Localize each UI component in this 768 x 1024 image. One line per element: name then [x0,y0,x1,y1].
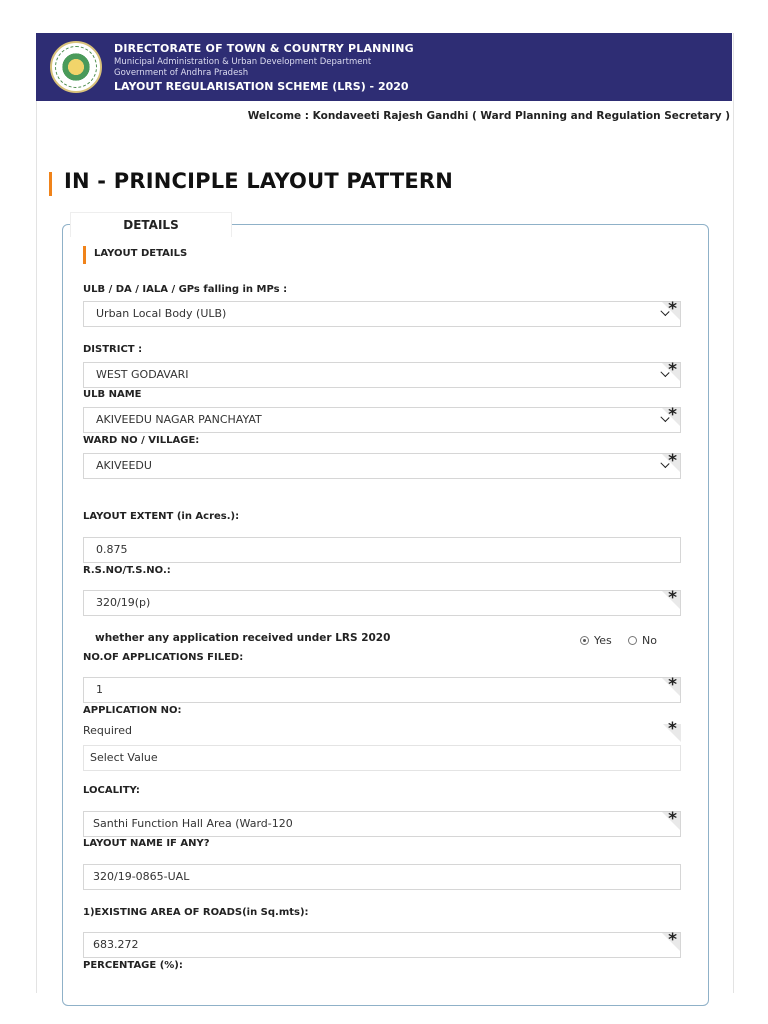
required-mark: * [668,930,677,950]
extent-input[interactable] [83,537,681,563]
ulb-name-label: ULB NAME [83,389,142,400]
rsno-value: 320/19(p) [96,596,151,609]
page-title: IN - PRINCIPLE LAYOUT PATTERN [64,169,454,193]
required-mark: * [668,360,677,380]
required-mark: * [668,588,677,608]
radio-no[interactable] [628,634,657,647]
welcome-text: Welcome : Kondaveeti Rajesh Gandhi ( Ward Planning and Regulation Secretary ) [247,110,730,122]
required-mark: * [668,719,677,739]
locality-value: Santhi Function Hall Area (Ward-120 [93,817,293,830]
radio-yes[interactable] [580,634,612,647]
apps-filed-label: NO.OF APPLICATIONS FILED: [83,652,244,663]
app-no-value: Select Value [90,751,158,764]
district-select[interactable] [83,362,681,388]
layout-name-input[interactable] [83,864,681,890]
ward-select[interactable] [83,453,681,479]
apps-filed-input[interactable] [83,677,681,703]
site-header [36,33,732,101]
percentage-label: PERCENTAGE (%): [83,960,183,971]
govt-emblem-logo [50,41,102,93]
required-mark: * [668,675,677,695]
roads-area-input[interactable] [83,932,681,958]
layout-name-label: LAYOUT NAME IF ANY? [83,838,210,849]
ward-label: WARD NO / VILLAGE: [83,435,200,446]
apps-filed-value: 1 [96,683,103,696]
ulb-type-value: Urban Local Body (ULB) [96,307,227,320]
header-title: DIRECTORATE OF TOWN & COUNTRY PLANNING [114,42,414,55]
section-title: LAYOUT DETAILS [94,248,188,259]
locality-select[interactable] [83,811,681,837]
district-value: WEST GODAVARI [96,368,189,381]
roads-area-label: 1)EXISTING AREA OF ROADS(in Sq.mts): [83,907,309,918]
required-hint: Required [83,724,132,737]
district-label: DISTRICT : [83,344,143,355]
radio-selected-icon [580,636,589,645]
extent-value: 0.875 [96,543,128,556]
locality-label: LOCALITY: [83,785,140,796]
required-mark: * [668,451,677,471]
section-accent-bar [83,246,86,264]
required-mark: * [668,809,677,829]
header-scheme: LAYOUT REGULARISATION SCHEME (LRS) - 2020 [114,80,409,93]
ulb-name-value: AKIVEEDU NAGAR PANCHAYAT [96,413,262,426]
ulb-type-label: ULB / DA / IALA / GPs falling in MPs : [83,284,288,295]
radio-yes-label: Yes [594,634,612,647]
required-mark: * [668,299,677,319]
layout-name-value: 320/19-0865-UAL [93,870,190,883]
title-accent-bar [49,172,52,196]
rsno-input[interactable] [83,590,681,616]
required-mark: * [668,405,677,425]
header-government: Government of Andhra Pradesh [114,68,249,78]
app-no-label: APPLICATION NO: [83,705,182,716]
app-no-select[interactable] [83,745,681,771]
ulb-type-select[interactable] [83,301,681,327]
lrs-question: whether any application received under LRS 2020 [95,632,391,644]
radio-unselected-icon [628,636,637,645]
tab-details[interactable]: DETAILS [70,212,232,237]
ulb-name-select[interactable] [83,407,681,433]
header-department: Municipal Administration & Urban Development Department [114,57,372,67]
ward-value: AKIVEEDU [96,459,152,472]
extent-label: LAYOUT EXTENT (in Acres.): [83,511,240,522]
rsno-label: R.S.NO/T.S.NO.: [83,565,171,576]
roads-area-value: 683.272 [93,938,139,951]
radio-no-label: No [642,634,657,647]
